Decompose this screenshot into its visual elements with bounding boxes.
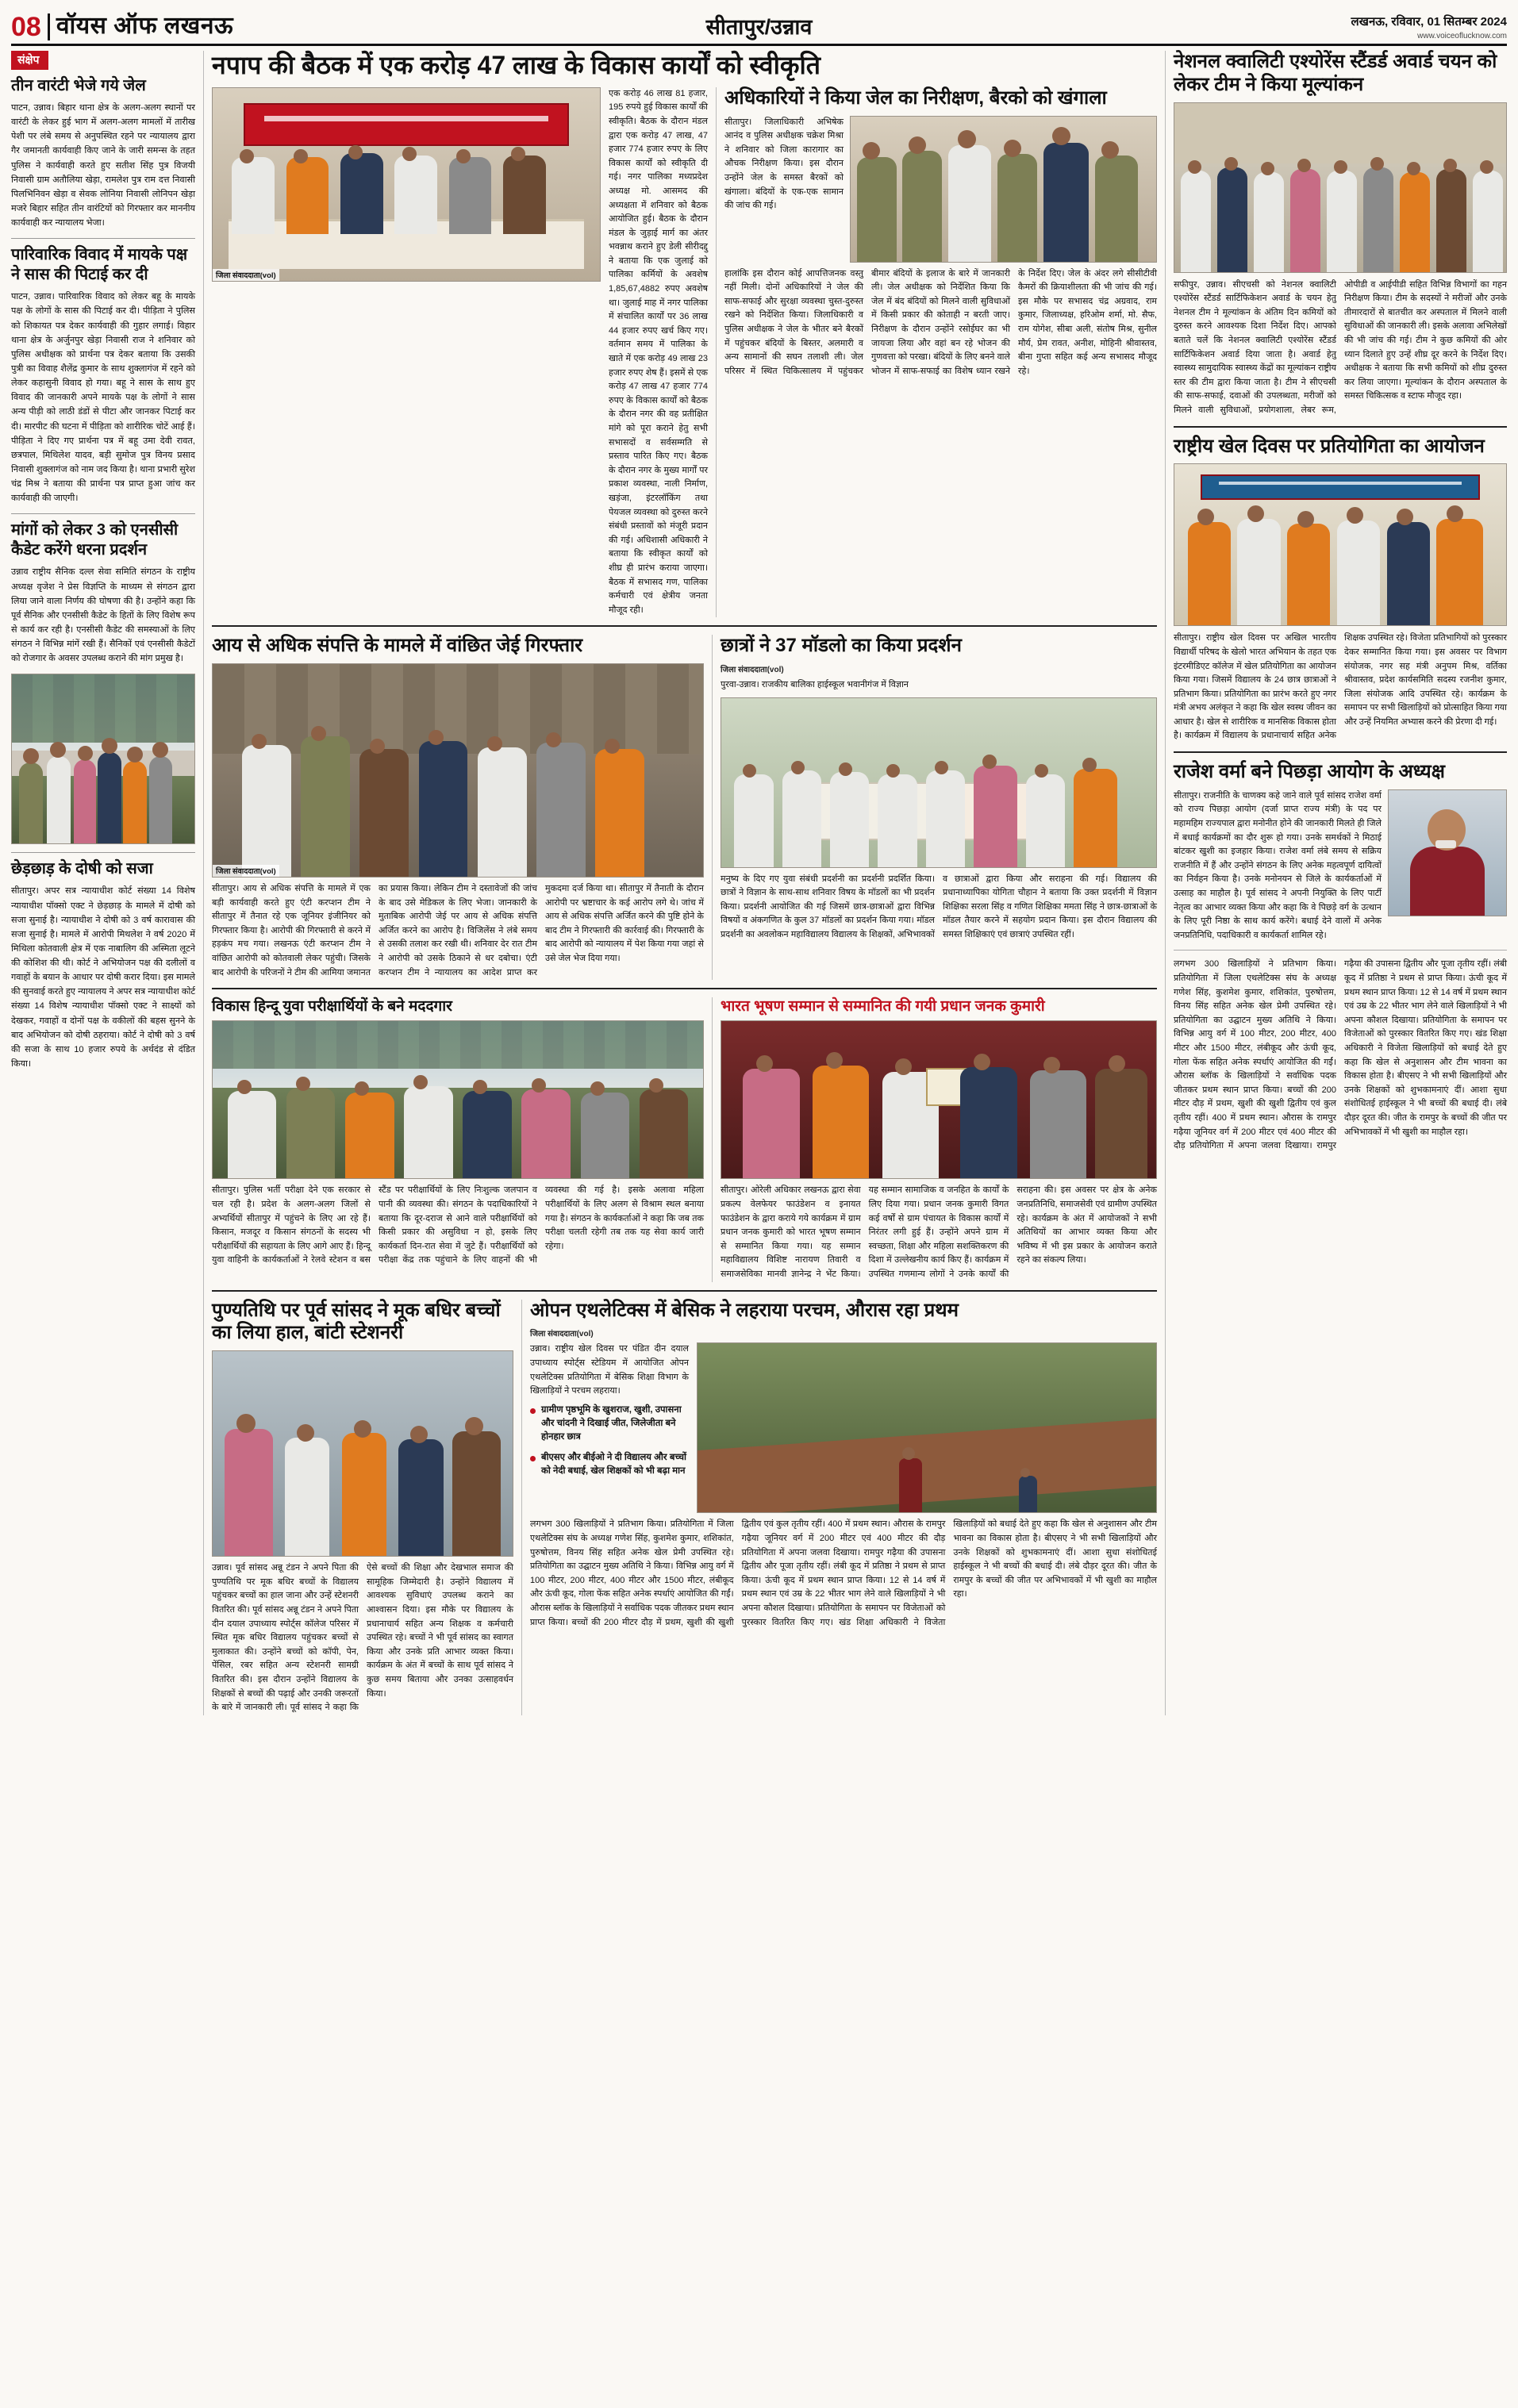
bharat-headline: भारत भूषण सम्मान से सम्मानित की गयी प्रधान जनक कुमारी (721, 998, 1045, 1016)
brief-headline: तीन वारंटी भेजे गये जेल (11, 77, 146, 94)
brief-headline: छेड़छाड़ के दोषी को सजा (11, 860, 153, 878)
punyatithi-headline: पुण्यतिथि पर पूर्व सांसद ने मूक बधिर बच्चों का लिया हाल, बांटी स्टेशनरी (212, 1299, 501, 1344)
jail-headline: अधिकारियों ने किया जेल का निरीक्षण, बैरको को खंगाला (724, 86, 1107, 109)
highlight-item: ग्रामीण पृष्ठभूमि के खुशराज, खुशी, उपासना और चांदनी ने दिखाई जीत, जिलेजीता बने होनहार छात्र (530, 1404, 689, 1445)
section-title: सीतापुर/उन्नाव (705, 15, 813, 39)
website-url[interactable]: www.voiceoflucknow.com (1417, 32, 1507, 40)
page-columns (11, 51, 1507, 1715)
athletics-byline: जिला संवाददाता(vol) (530, 1330, 594, 1339)
lead-story-row (212, 87, 1157, 618)
jail-intro: सीतापुर। जिलाधिकारी अभिषेक आनंद व पुलिस अधीक्षक चक्रेश मिश्रा ने शनिवार को जिला कारागार का औचक निरीक्षण किया। इस दौरान उन्होंने जेल के समस्त बैरकों को खंगाला। बंदियों के एक-एक सामान की जांच की गई। (724, 117, 844, 211)
students-byline: जिला संवाददाता(vol) (721, 666, 784, 675)
punyatithi-body: उन्नाव। पूर्व सांसद अन्नू टंडन ने अपने पिता की पुण्यतिथि पर मूक बधिर बच्चों के विद्यालय पहुंचकर बच्चों का हाल जाना और उन्हें स्टेशनरी वितरित की। पूर्व सांसद अन्नू टंडन ने अपने पिता दीन दयाल उपाध्याय स्पोर्ट्स कॉलेज परिसर में स्थित मूक बधिर विद्यालय पहुंचकर बच्चों से मुलाकात की। उन्होंने बच्चों को कॉपी, पेन, पेंसिल, रबर सहित अन्य स्टेशनरी सामग्री वितरित की। इस दौरान उन्होंने विद्यालय के शिक्षकों से बच्चों की पढ़ाई और उनकी जरूरतों के बारे में जानकारी ली। पूर्व सांसद ने कहा कि ऐसे बच्चों की शिक्षा और देखभाल समाज की सामूहिक जिम्मेदारी है। उन्होंने विद्यालय में आवश्यक सुविधाएं उपलब्ध कराने का आश्वासन दिया। इस मौके पर विद्यालय के प्रधानाचार्य सहित अन्य शिक्षक व कर्मचारी उपस्थित रहे। बच्चों ने भी पूर्व सांसद का स्वागत किया और उनके प्रति आभार व्यक्त किया। कार्यक्रम के अंत में बच्चों के साथ पूर्व सांसद ने कुछ समय बिताया और उनका उत्साहवर्धन किया। (212, 1563, 513, 1713)
students-intro: पुरवा-उन्नाव। राजकीय बालिका हाईस्कूल भवानीगंज में विज्ञान (721, 680, 909, 690)
photo-scene (213, 1351, 513, 1556)
photo-scene (213, 1021, 703, 1178)
athletics-story (530, 1300, 1157, 1715)
divider (1174, 426, 1507, 428)
article-photo-quality (1174, 102, 1507, 273)
quality-headline: नेशनल क्वालिटी एश्योरेंस स्टैंडर्ड अवार्ड चयन को लेकर टीम ने किया मूल्यांकन (1174, 51, 1497, 95)
photo-scene (12, 674, 194, 843)
jail-story (724, 87, 1157, 618)
main-column (212, 51, 1157, 1715)
rajesh-headline: राजेश वर्मा बने पिछड़ा आयोग के अध्यक्ष (1174, 761, 1445, 783)
quality-body: सफीपुर, उन्नाव। सीएचसी को नेशनल क्वालिटी एश्योरेंस स्टैंडर्ड सार्टिफिकेशन अवार्ड के चयन हेतु नेशनल टीम ने मूल्यांकन के अंतिम दिन कमियों को दुरुस्त करने आवश्यक दिशा निर्देश दिए। आपको बताते चलें कि नेशनल क्वालिटी एश्योरेंस स्टैंडर्ड सार्टिफिकेशन अवार्ड दिया जाता है। अवार्ड हेतु स्वास्थ्य सामुदायिक स्वास्थ्य केंद्रों का मूल्यांकन राष्ट्रीय स्तर की टीम द्वारा किया जाता है। टीम ने सीएचसी की साफ-सफाई, दवाओं की उपलब्धता, मरीजों को मिलने वाली सुविधाओं, प्रयोगशाला, लेबर रूम, ओपीडी व आईपीडी सहित विभिन्न विभागों का गहन निरीक्षण किया। टीम के सदस्यों ने मरीजों और उनके तीमारदारों से बातचीत कर अस्पताल में मिलने वाली सुविधाओं की जानकारी ली। इसके अलावा अभिलेखों की भी जांच की गई। टीम ने कुछ कमियों की ओर ध्यान दिलाते हुए उन्हें शीघ्र दूर करने के निर्देश दिए। अधीक्षक ने बताया कि सभी कमियों को शीघ्र दुरुस्त कर लिया जाएगा। मूल्यांकन के दौरान अस्पताल के समस्त चिकित्सक व स्टाफ मौजूद रहा। (1174, 279, 1507, 415)
edition-line: लखनऊ, रविवार, 01 सितम्बर 2024 (1351, 15, 1507, 29)
column-rule (203, 51, 204, 1715)
article-photo-npa-meeting (212, 87, 601, 282)
photo-scene (698, 1343, 1156, 1512)
photo-scene (1389, 790, 1506, 916)
article-photo-jei (212, 663, 704, 878)
article-photo-jail (850, 116, 1157, 263)
article-photo-bharat (721, 1020, 1157, 1179)
students-story (721, 635, 1157, 980)
jei-headline: आय से अधिक संपत्ति के मामले में वांछित जेई गिरफ्तार (212, 635, 583, 657)
brief-body: पाटन, उन्नाव। पारिवारिक विवाद को लेकर बहू के मायके पक्ष के लोगों के सास की पिटाई कर दी। पीड़िता ने पुलिस को शिकायत पत्र देकर कार्यवाही की गुहार लगाई। विहार थाना क्षेत्र के अर्जुनपुर खेड़ा निवासी राज ने शनिवार को पुलिस अधीक्षक को प्रार्थना पत्र देकर बताया कि उसकी पुत्री का विवाह शैलेंद्र कुमार के साथ शुक्लागंज में रहने को लेकर कहासुनी विवाद हो गया। बहू ने सास के साथ हुए विवाद की जानकारी अपने मायके पक्ष के लोगों ने सास अन्य पीड़ी को लाठी डंडों से पीटा और जानकर पिटाई कर दी। मारपीट की घटना में पीड़िता को शारीरिक चोटें आई हैं। पीड़िता ने दिए गए प्रार्थना पत्र में बहू उमा देवी रावत, छत्रपाल, मिथिलेश यादव, बड़ी सुमोज पुत्र विनय प्रसाद निवासी शुक्लागंज को नाम जद किया है। थाना प्रभारी सुरेश चंद्र मिश्र ने बताया की प्रार्थना पत्र प्राप्त हुआ जांच कर कार्यवाही की जाएगी। (11, 292, 195, 504)
brand-title: वॉयस ऑफ लखनऊ (56, 13, 234, 39)
brief-item (11, 245, 195, 505)
brief-headline: पारिवारिक विवाद में मायके पक्ष ने सास की पिटाई कर दी (11, 246, 188, 284)
highlight-item: बीएसए और बीईओ ने दी विद्यालय और बच्चों को नेदी बधाई, खेल शिक्षकों को भी बढ़ा मान (530, 1451, 689, 1479)
rajesh-body: सीतापुर। राजनीति के चाणक्य कहे जाने वाले पूर्व सांसद राजेश वर्मा को राज्य पिछड़ा आयोग (दर्जा प्राप्त राज्य मंत्री) के पद पर महामहिम राज्यपाल द्वारा मनोनीत होने की जानकारी मिलते ही जिले में बधाई कार्यक्रमों का दौर शुरू हो गया। उनके समर्थकों ने मिठाई बांटकर खुशी का इजहार किया। राजेश वर्मा लंबे समय से सक्रिय राजनीति में हैं और उन्होंने संगठन के लिए अनेक महत्वपूर्ण दायित्वों का निर्वहन किया है। उनके मनोनयन से जिले के कार्यकर्ताओं में उत्साह का माहौल है। पूर्व सांसद ने अपनी नियुक्ति के लिए पार्टी नेतृत्व का आभार व्यक्त किया और कहा कि वे पिछड़े वर्ग के उत्थान के लिए पूरी निष्ठा के साथ कार्य करेंगे। बधाई देने वालों में अनेक जनप्रतिनिधि, पदाधिकारी व कार्यकर्ता शामिल रहे। (1174, 790, 1382, 940)
brief-item (11, 76, 195, 230)
vikas-headline: विकास हिन्दू युवा परीक्षार्थियों के बने मददगार (212, 998, 452, 1016)
jail-body: हालांकि इस दौरान कोई आपत्तिजनक वस्तु नहीं मिली। दोनों अधिकारियों ने जेल की साफ-सफाई और सुरक्षा व्यवस्था चुस्त-दुरुस्त रखने को निर्देशित किया। जिलाधिकारी व पुलिस अधीक्षक ने जेल के भीतर बने बैरकों में पहुंचकर बंदियों के बिस्तर, अलमारी व अन्य सामानों की सघन तलाशी ली। जेल परिसर में स्थित चिकित्सालय में पहुंचकर बीमार बंदियों के इलाज के बारे में जानकारी ली। जेल अधीक्षक को निर्देशित किया कि जेल में बंद बंदियों को मिलने वाली सुविधाओं में किसी प्रकार की कोताही न बरती जाए। निरीक्षण के दौरान उन्होंने रसोईघर का भी जायजा लिया और वहां बन रहे भोजन की गुणवत्ता को परखा। बंदियों के लिए बनने वाले भोजन में साफ-सफाई का विशेष ध्यान रखने के निर्देश दिए। जेल के अंदर लगे सीसीटीवी कैमरों की क्रियाशीलता की भी जांच की गई। इस मौके पर सभासद चंद्र अग्रवाद, राम कुमार, जिलाध्यक्ष, हरिओम शर्मा, मो. सैफ, राम योगेश, सीबा अली, संतोष मिश्र, सुनील मौर्य, प्रेम रावत, अनीश, मोहिनी श्रीवास्तव, बीना गुप्ता सहित कई अन्य सभासद मौजूद रहे। (724, 268, 1157, 376)
divider (212, 625, 1157, 627)
masthead-right (1166, 13, 1507, 40)
students-body: मनुष्य के दिए गए युवा संबंधी प्रदर्शनी का प्रदर्शनी प्रदर्शित किया। छात्रों ने विज्ञान के साथ-साथ शनिवार विषय के मॉडलों का भी प्रदर्शन किया। प्रदर्शनी आयोजित की गई जिसमें छात्र-छात्राओं द्वारा विभिन्न विषयों व अंकगणित के कुल 37 मॉडलों का प्रदर्शन किया गया। मॉडल प्रदर्शनी का अवलोकन महाविद्यालय विद्यालय के शिक्षकों, अभिभावकों व छात्राओं द्वारा किया और सराहना की गई। विद्यालय की प्रधानाध्यापिका योगिता चौहान ने बताया कि उक्त प्रदर्शनी में विज्ञान शिक्षिका सरला सिंह व गणित शिक्षिका ममता सिंह ने छात्र-छात्राओं के मॉडल तैयार करने में सहयोग प्रदान किया। इस दौरान विद्यालय की समस्त शिक्षिकाएं एवं छात्राएं उपस्थित रहीं। (721, 874, 1157, 940)
row-three (212, 997, 1157, 1281)
row-four (212, 1300, 1157, 1715)
photo-caption: जिला संवाददाता(vol) (213, 865, 279, 877)
article-photo-ncc (11, 674, 195, 844)
khel-body: सीतापुर। राष्ट्रीय खेल दिवस पर अखिल भारतीय विद्यार्थी परिषद के खेलो भारत अभियान के तहत एक इंटरमीडिएट कॉलेज में खेल प्रतियोगिता का आयोजन किया गया। जिसमें विद्यालय के 24 छात्र छात्राओं ने प्रतिभाग किया। प्रतियोगिता का प्रारंभ करते हुए नगर मंत्री अभय अलंकृत ने कहा कि खेल स्वस्थ जीवन का आधार है। खेल से शारीरिक व मानसिक विकास होता है। कार्यक्रम में विद्यालय के प्रधानाचार्य सहित अनेक शिक्षक उपस्थित रहे। विजेता प्रतिभागियों को पुरस्कार देकर सम्मानित किया गया। इस अवसर पर विभाग संयोजक, नगर सह मंत्री अनुपम मिश्र, वर्तिका श्रीवास्तव, प्रदेश कार्यसमिति सदस्य रजनीश कुमार, जिला संयोजक आदि उपस्थित रहे। कार्यक्रम के समापन पर सभी खिलाड़ियों को प्रोत्साहित किया गया और उन्हें नियमित अभ्यास करने की प्रेरणा दी गई। (1174, 633, 1507, 741)
divider (11, 513, 195, 514)
brief-body: सीतापुर। अपर सत्र न्यायाधीश कोर्ट संख्या 14 विशेष न्यायाधीश पॉक्सो एक्ट ने छेड़छाड़ के मामले में दोषी को सजा सुनाई है। न्यायाधीश ने दोषी को 3 वर्ष कारावास की सजा सुनाई है। मामले में आरोपी मिथलेश ने वर्ष 2020 में मिथिला कोतवाली क्षेत्र में एक नाबालिग की अस्मिता लूटने की कोशिश की थी। कोर्ट ने अभियोजन पक्ष की दलीलों व गवाहों के बयान के आधार पर दोषी करार दिया। इस मामले की सुनवाई करते हुए न्यायालय ने अपर सत्र न्यायाधीश कोर्ट संख्या 14 विशेष न्यायाधीश पॉक्सो एक्ट ने साक्ष्यों को देखकर, गवाहों व दोनों पक्ष के वकीलों की बहस सुनने के बाद अभियोजन को दोषी ठहराया। कोर्ट ने दोषी को 3 वर्ष की सजा के साथ 10 हजार रुपये के अर्थदंड से दंडित किया। (11, 886, 195, 1070)
divider (212, 1290, 1157, 1292)
divider (212, 988, 1157, 989)
photo-scene (213, 664, 703, 877)
bharat-bhushan-story (721, 997, 1157, 1281)
brief-item (11, 520, 195, 666)
masthead (11, 8, 1507, 46)
column-rule (1165, 51, 1166, 1715)
lead-headline: नपाप की बैठक में एक करोड़ 47 लाख के विकास कार्यों को स्वीकृति (212, 51, 820, 79)
divider (1174, 950, 1507, 951)
photo-scene (721, 698, 1156, 867)
athletics-headline: ओपन एथलेटिक्स में बेसिक ने लहराया परचम, औरास रहा प्रथम (530, 1299, 959, 1321)
vikas-body: सीतापुर। पुलिस भर्ती परीक्षा देने एक सरकार से चल रही है। प्रदेश के अलग-अलग जिलों से अभ्यर्थियों सीतापुर में पहुंचने के लिए आ रहे हैं। किसान, मजदूर व किसान संगठनों के सदस्य भी परीक्षार्थियों की सहायता के लिए आगे आए हैं। हिन्दू युवा वाहिनी के कार्यकर्ताओं ने रेलवे स्टेशन व बस स्टैंड पर परीक्षार्थियों के लिए निःशुल्क जलपान व पानी की व्यवस्था की। संगठन के पदाधिकारियों ने बताया कि दूर-दराज से आने वाले परीक्षार्थियों को किसी प्रकार की असुविधा न हो, इसके लिए कार्यकर्ता दिन-रात सेवा में जुटे हैं। परीक्षार्थियों को परीक्षा केंद्र तक पहुंचाने के लिए वाहनों की भी व्यवस्था की गई है। इसके अलावा महिला परीक्षार्थियों के लिए अलग से विश्राम स्थल बनाया गया है। संगठन के कार्यकर्ताओं ने कहा कि जब तक परीक्षा चलती रहेगी तब तक यह सेवा कार्य जारी रहेगा। (212, 1185, 704, 1265)
divider (1174, 751, 1507, 753)
photo-scene (1174, 103, 1506, 272)
row-two (212, 635, 1157, 980)
athletics-intro: उन्नाव। राष्ट्रीय खेल दिवस पर पंडित दीन दयाल उपाध्याय स्पोर्ट्स स्टेडियम में आयोजित ओपन एथलेटिक्स प्रतियोगिता में बेसिक शिक्षा विभाग के खिलाड़ियों ने परचम लहराया। (530, 1344, 689, 1396)
lead-body: एक करोड़ 46 लाख 81 हजार, 195 रुपये हुई विकास कार्यों की स्वीकृति। बैठक के दौरान मंडल द्वारा एक करोड़ 47 लाख, 47 हजार 774 हजार रुपए के लिए विकास कार्यों को स्वीकृति दी गई। नगर पालिका मध्यप्रदेश अध्यक्ष मो. आसमद की अध्यक्षता में शनिवार को बैठक आयोजित हुई। बैठक के दौरान मंडल के जुड़ाई मार्ग का अंतर भवन्नाथ कराने हुए डेली सीरीदद्दु ने बताया कि एक जुलाई को पालिका कर्मियों के अवशेष 1,85,67,4882 रुपए अवशेष था। जुलाई माह में नगर पालिका में संचालित कार्यों पर 36 लाख 44 हजार रुपए खर्च किए गए। वर्तमान समय में पालिका के खाते में एक करोड़ 49 लाख 23 हजार रुपए शेष हैं। इसमें से एक करोड़ 47 लाख 47 हजार 774 रुपए के विकास कार्यों को बैठक के दौरान नगर की वह प्रतीक्षित मांगे को पूरा कराने हेतु सभी सभासदों व सर्वसम्मति से प्रस्ताव पारित किए गए। बैठक के दौरान नगर के मुख्य मार्गों पर प्रकाश व्यवस्था, नाली निर्माण, खड़ंजा, इंटरलॉकिंग तथा पेयजल व्यवस्था को दुरुस्त करने संबंधी प्रस्तावों को मंजूरी प्रदान की गई। अधिशासी अधिकारी ने बताया कि स्वीकृत कार्यों को शीघ्र ही प्रारंभ कराया जाएगा। बैठक में सभासद गण, पालिका कर्मचारी एवं क्षेत्रीय जनता मौजूद रही। (609, 88, 708, 615)
bharat-body: सीतापुर। ओरेली अधिकार लखनऊ द्वारा सेवा प्रकल्प वेलफेयर फाउंडेशन व इनायत फाउंडेशन के द्वारा कराये गये कार्यक्रम में ग्राम प्रधान जनक कुमारी को भारत भूषण सम्मान से सम्मानित किया गया। यह सम्मान महाविद्यालय विशिष्ट नारायण तिवारी व समाजसेविका मानवी ज्ञानेन्द्र ने भेंट किया। यह सम्मान सामाजिक व जनहित के कार्यों के लिए दिया गया। प्रधान जनक कुमारी विगत कई वर्षों से ग्राम पंचायत के विकास कार्यों में निरंतर लगी हुई हैं। उन्होंने अपने ग्राम में स्वच्छता, शिक्षा और महिला सशक्तिकरण की दिशा में उल्लेखनीय कार्य किए हैं। कार्यक्रम में उपस्थित गणमान्य लोगों ने उनके कार्यों की सराहना की। इस अवसर पर क्षेत्र के अनेक जनप्रतिनिधि, समाजसेवी एवं ग्रामीण उपस्थित रहे। कार्यक्रम के अंत में आयोजकों ने सभी अतिथियों का आभार व्यक्त किया और भविष्य में भी इस प्रकार के आयोजन कराते रहने का संकल्प लिया। (721, 1185, 1157, 1279)
vikas-story (212, 997, 704, 1281)
brief-headline: मांगों को लेकर 3 को एनसीसी कैडेट करेंगे धरना प्रदर्शन (11, 521, 179, 559)
punyatithi-story (212, 1300, 513, 1715)
khel-headline: राष्ट्रीय खेल दिवस पर प्रतियोगिता का आयोजन (1174, 435, 1485, 457)
article-photo-khel (1174, 463, 1507, 626)
brief-section-tag: संक्षेप (11, 51, 48, 70)
masthead-divider (48, 13, 50, 40)
article-photo-athletics (697, 1342, 1157, 1513)
athletics-body: लगभग 300 खिलाड़ियों ने प्रतिभाग किया। प्रतियोगिता में जिला एथलेटिक्स संघ के अध्यक्ष गणेश सिंह, कुशमेश कुमार, शशिकांत, पुरुषोत्तम, विनय सिंह सहित अनेक खेल प्रेमी उपस्थित रहे। प्रतियोगिता का उद्घाटन मुख्य अतिथि ने किया। विभिन्न आयु वर्ग में 100 मीटर, 200 मीटर, 400 मीटर और 1500 मीटर, लंबीकूद और ऊंची कूद, गोला फेंक सहित अनेक स्पर्धाएं आयोजित की गईं। औरास ब्लॉक के खिलाड़ियों ने सर्वाधिक पदक जीतकर प्रथम स्थान प्राप्त किया। बच्चों की 200 मीटर दौड़ में प्रथम, खुशी की खुशी द्वितीय एवं कुल तृतीय रहीं। 400 में प्रथम स्थान। औरास के रामपुर गढ़ैया जूनियर वर्ग में 200 मीटर एवं 400 मीटर की दौड़ प्रतियोगिता में अपना जलवा दिखाया। रामपुर गढ़ैया की उपासना द्वितीय और पूजा तृतीय रहीं। लंबी कूद में प्रतिष्ठा ने प्रथम से प्राप्त किया। ऊंची कूद में प्रथम स्थान प्राप्त किया। 12 से 14 वर्ष में प्रथम स्थान एवं उम्र के 22 भीतर भाग लेने वाले खिलाड़ियों ने भी अपना कौशल दिखाया। प्रतियोगिता के समापन पर विजेताओं को पुरस्कार वितरित किए गए। खंड शिक्षा अधिकारी ने विजेता खिलाड़ियों को बधाई देते हुए कहा कि खेल से अनुशासन और टीम भावना का विकास होता है। बीएसए ने भी सभी खिलाड़ियों और उनके शिक्षकों को शुभकामनाएं दीं। आशा सुधा संशोधितई हाईस्कूल ने भी बच्चों की बधाई दी। लंबे दौड़र दूरत की। जीत के रामपुर के बच्चों की जीत पर अभिभावकों में भी खुशी का माहौल रहा। (530, 1519, 1157, 1627)
photo-scene (851, 117, 1156, 262)
brief-body: पाटन, उन्नाव। बिहार थाना क्षेत्र के अलग-अलग स्थानों पर वारंटी के लेकर हुई भाग में अलग-अलग मामलों में तारीख पेशी पर लंबे समय से अनुपस्थित रहने पर न्यायालय द्वारा गैर जमानती कार्यवाही किए जाने के जारी समन्स के तहत पुलिस ने कार्यवाही करते हुए सतीश सिंह पुत्र विजयी निवासी ग्राम अतौलिया खेड़ा, रामलेश पुत्र राम दत्त निवासी पिलभिनिवन खेड़ा व सेवक लोनिया निवासी लोनिपन खेड़ा मजरे बिहार सहित तीन वारंटियों को गिरफ्तार कर माननीय कार्यवाही कर न्यायालय भेजा। (11, 103, 195, 229)
masthead-left (11, 8, 352, 40)
article-photo-students (721, 697, 1157, 868)
photo-caption: जिला संवाददाता(vol) (213, 269, 279, 281)
jei-story (212, 635, 704, 980)
left-rail (11, 51, 195, 1715)
article-photo-rajesh (1388, 789, 1507, 916)
divider (11, 852, 195, 853)
right-column (1174, 51, 1507, 1715)
jei-body: सीतापुर। आय से अधिक संपत्ति के मामले में एक बड़ी कार्यवाही करते हुए एंटी करप्शन टीम ने सीतापुर में तैनात रहे एक जूनियर इंजीनियर को गिरफ्तार किया है। आरोपी की गिरफ्तारी से करने में हड़कंप मच गया। लखनऊ एंटी करप्शन टीम ने वांछित आरोपी को कोतवाली लेकर पहुंची। जिसके बाद आरोपी के परिजनों ने टीम की आमिया जमानत का प्रयास किया। लेकिन टीम ने दस्तावेजों की जांच के बाद उसे मेडिकल के लिए भेजा। जानकारी के मुताबिक आरोपी जेई पर आय से अधिक संपत्ति अर्जित करने का आरोप है। विजिलेंस ने लंबे समय से उसकी तलाश कर रखी थी। शनिवार देर रात टीम ने आरोपी को उसके ठिकाने से धर दबोचा। एंटी करप्शन टीम ने न्यायालय का आदेश प्राप्त कर मुकदमा दर्ज किया था। सीतापुर में तैनाती के दौरान आरोपी पर भ्रष्टाचार के कई आरोप लगे थे। जांच में आय से अधिक संपत्ति अर्जित करने की पुष्टि होने के बाद टीम ने गिरफ्तारी की कार्रवाई की। गिरफ्तारी के बाद आरोपी को न्यायालय में पेश किया गया जहां से उसे जेल भेज दिया गया। (212, 884, 704, 977)
page-number: 08 (11, 12, 41, 42)
photo-scene (213, 88, 600, 281)
photo-scene (1174, 464, 1506, 625)
students-headline: छात्रों ने 37 मॉडलो का किया प्रदर्शन (721, 635, 962, 657)
lead-left (212, 87, 601, 618)
photo-scene (721, 1021, 1156, 1178)
athletics-highlights (530, 1404, 689, 1478)
brief-item (11, 859, 195, 1071)
article-photo-punyatithi (212, 1350, 513, 1557)
athletics-tail: लगभग 300 खिलाड़ियों ने प्रतिभाग किया। प्रतियोगिता में जिला एथलेटिक्स संघ के अध्यक्ष गणेश सिंह, कुशमेश कुमार, शशिकांत, पुरुषोत्तम, विनय सिंह सहित अनेक खेल प्रेमी उपस्थित रहे। प्रतियोगिता का उद्घाटन मुख्य अतिथि ने किया। विभिन्न आयु वर्ग में 100 मीटर, 200 मीटर, 400 मीटर और 1500 मीटर, लंबीकूद और ऊंची कूद, गोला फेंक सहित अनेक स्पर्धाएं आयोजित की गईं। औरास ब्लॉक के खिलाड़ियों ने सर्वाधिक पदक जीतकर प्रथम स्थान प्राप्त किया। बच्चों की 200 मीटर दौड़ में प्रथम, खुशी की खुशी द्वितीय एवं कुल तृतीय रहीं। 400 में प्रथम स्थान। औरास के रामपुर गढ़ैया जूनियर वर्ग में 200 मीटर एवं 400 मीटर की दौड़ प्रतियोगिता में अपना जलवा दिखाया। रामपुर गढ़ैया की उपासना द्वितीय और पूजा तृतीय रहीं। लंबी कूद में प्रतिष्ठा ने प्रथम से प्राप्त किया। ऊंची कूद में प्रथम स्थान प्राप्त किया। 12 से 14 वर्ष में प्रथम स्थान एवं उम्र के 22 भीतर भाग लेने वाले खिलाड़ियों ने भी अपना कौशल दिखाया। प्रतियोगिता के समापन पर विजेताओं को पुरस्कार वितरित किए गए। खंड शिक्षा अधिकारी ने विजेता खिलाड़ियों को बधाई देते हुए कहा कि खेल से अनुशासन और टीम भावना का विकास होता है। बीएसए ने भी सभी खिलाड़ियों और उनके शिक्षकों को शुभकामनाएं दीं। आशा सुधा संशोधितई हाईस्कूल ने भी बच्चों की बधाई दी। लंबे दौड़र दूरत की। जीत के रामपुर के बच्चों की जीत पर अभिभावकों में भी खुशी का माहौल रहा। (1174, 959, 1507, 1151)
article-photo-vikas (212, 1020, 704, 1179)
divider (11, 238, 195, 239)
brief-body: उन्नाव राष्ट्रीय सैनिक दल्ल सेवा समिति संगठन के राष्ट्रीय अध्यक्ष वृजेश ने प्रेस विज्ञप्ति के माध्यम से संगठन द्वारा लिया जाने वाला निर्णय की घोषणा की है। उन्होंने कहा कि पूर्व सैनिक और एनसीसी कैडेट के हितों के लिए विशेष रूप से कार्य कर रही है। एनसीसी कैडेट की समस्याओं के लिए संगठन ने विभिन्न मांगें रखी हैं। सैनिकों एवं एनसीसी कैडेटों को रोजगार के अवसर उपलब्ध कराने की मांग प्रमुख है। (11, 567, 195, 664)
lead-body-col (609, 87, 708, 618)
